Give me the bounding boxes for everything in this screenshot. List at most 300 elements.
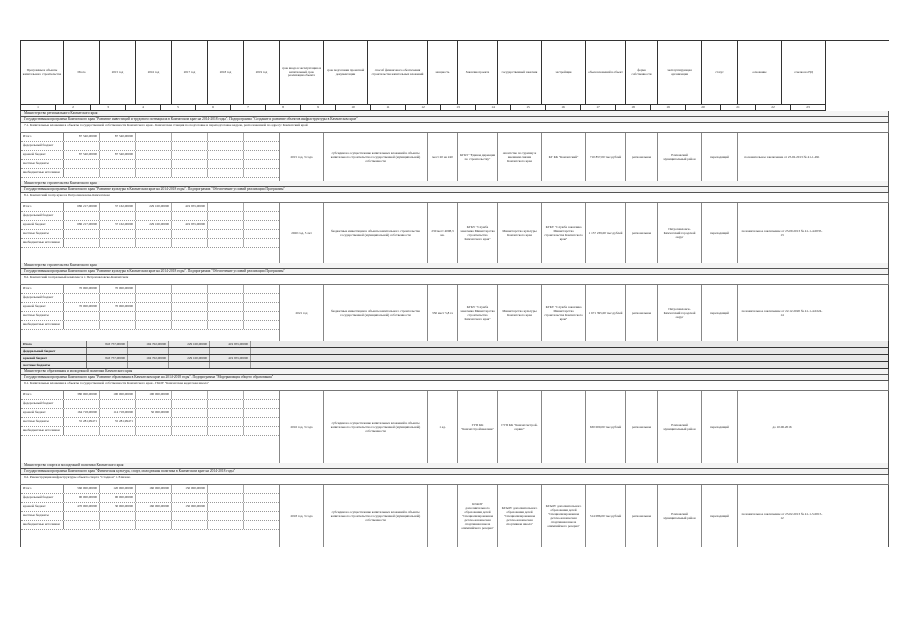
amount: 560 000,00000 [64, 485, 100, 493]
amount: 419 955,00000 [172, 203, 208, 211]
totals-amount [87, 362, 128, 368]
amount: 229 100,00000 [136, 221, 172, 229]
funding-source: местные бюджеты [21, 160, 64, 168]
object-status: переходящий [702, 285, 738, 341]
object-term: 2020 год, 5 лет [280, 203, 324, 263]
header-cell: Итого [64, 41, 100, 105]
totals-amount: 194 702,00000 [128, 355, 169, 361]
amount [208, 485, 244, 493]
amount [136, 285, 172, 293]
amount [172, 169, 208, 177]
funding-source: местные бюджеты [21, 512, 64, 520]
header-cell: 2015 год [100, 41, 136, 105]
object-customer: КГКУ "Служба заказчика Министерства строительства Камчатского края" [458, 203, 498, 263]
financing-row [21, 391, 279, 400]
totals-label: федеральный бюджет [21, 348, 87, 354]
totals-label: местные бюджеты [21, 362, 87, 368]
financing-row [21, 294, 279, 303]
object-cost: 1 157 239,00 тыс.рублей [586, 203, 626, 263]
totals-amount [169, 362, 210, 368]
amount: 90 000,00000 [100, 494, 136, 502]
funding-source: краевой бюджет [21, 503, 64, 511]
financing-row [21, 521, 279, 530]
program-title: Государственная программа Камчатского края "Развитие инвестиций и трудового потенциала в Камчатском крае на 2014-2018 годы". Подпрограмма "Создание и развитие объектов инфраструктуры в Камчатском крае" [20, 117, 889, 123]
amount [136, 133, 172, 141]
object-builder [542, 391, 586, 463]
funding-source: внебюджетные источники [21, 169, 64, 177]
amount [136, 312, 172, 320]
object-gov: Министерство культуры Камчатского края [498, 203, 542, 263]
amount [100, 512, 136, 520]
amount [208, 521, 244, 529]
object-cost: 1 671 395,00 тыс.рублей [586, 285, 626, 341]
column-number: 2 [56, 105, 91, 111]
column-number: 19 [651, 105, 686, 111]
header-cell: способ финансового обеспечения строительства капитальных вложений [368, 41, 428, 105]
amount [208, 427, 244, 435]
amount [64, 294, 100, 302]
register-table [20, 40, 889, 625]
column-number: 4 [126, 105, 161, 111]
object-method: бюджетные инвестиции в объекты капитального строительства государственной (муниципальной) собственности [324, 203, 428, 263]
totals-amount: 194 702,00000 [128, 341, 169, 347]
object-capacity: 350 мест 5,8 га [428, 285, 458, 341]
amount [172, 418, 208, 426]
totals-amount [210, 348, 251, 354]
amount: 120 000,00000 [100, 485, 136, 493]
header-cell: срок подготовки проектной документации [324, 41, 368, 105]
header-cell: объем вложений в объект [586, 41, 626, 105]
financing-row [21, 321, 279, 330]
amount [100, 169, 136, 177]
financing-row [21, 285, 279, 294]
amount [172, 142, 208, 150]
amount [64, 160, 100, 168]
amount [172, 391, 208, 399]
object-term: 2015 год, 3 года [280, 133, 324, 181]
funding-source: федеральный бюджет [21, 212, 64, 220]
column-number: 20 [686, 105, 721, 111]
amount [136, 151, 172, 159]
amount [100, 230, 136, 238]
amount [208, 221, 244, 229]
object-method: субсидии на осуществление капитальных вложений в объекты капитального строительства государственной (муниципальной) собственности [324, 391, 428, 463]
financing-row [21, 485, 279, 494]
amount: 87 540,00000 [100, 133, 136, 141]
funding-source: внебюджетные источники [21, 321, 64, 329]
program-title: Государственная программа Камчатского края "Физическая культура, спорт, молодежная политика в Камчатском крае на 2014-2018 годы" [20, 469, 889, 475]
amount [208, 303, 244, 311]
object-term: 2021 год [280, 285, 324, 341]
amount [136, 512, 172, 520]
amount [64, 230, 100, 238]
header-cell: застройщик [542, 41, 586, 105]
amount: 380 000,00000 [64, 391, 100, 399]
object-capacity: 230 мест 4008,3 кв. [428, 203, 458, 263]
object-term: 2016 год, 3 года [280, 391, 324, 463]
column-number: 6 [196, 105, 231, 111]
header-cell: форма собственности [626, 41, 658, 105]
financing-row [21, 427, 279, 436]
funding-source: федеральный бюджет [21, 294, 64, 302]
totals-amount [169, 348, 210, 354]
financing-row [21, 303, 279, 312]
amount: 50 000,00000 [136, 409, 172, 417]
amount: 150 000,00000 [172, 503, 208, 511]
object-customer: КГКУ "Единая дирекция по строительству" [458, 133, 498, 181]
amount [208, 212, 244, 220]
amount [172, 294, 208, 302]
section-title: Министерство регионального Камчатского края [20, 111, 889, 117]
financing-row [21, 409, 279, 418]
header-cell: Программы и объекты капитального строительства [21, 41, 64, 105]
column-number: 22 [756, 105, 791, 111]
amount [208, 321, 244, 329]
object-customer: КГКУ "Служба заказчика Министерства строительства Камчатского края" [458, 285, 498, 341]
amount [136, 169, 172, 177]
amount [64, 427, 100, 435]
funding-source: краевой бюджет [21, 151, 64, 159]
amount: 55 281,99471 [64, 418, 100, 426]
funding-source: федеральный бюджет [21, 494, 64, 502]
amount: 114 718,00000 [100, 409, 136, 417]
table-header [20, 40, 889, 105]
totals-label: краевой бюджет [21, 355, 87, 361]
amount [172, 239, 208, 247]
amount [172, 312, 208, 320]
funding-source: федеральный бюджет [21, 142, 64, 150]
amount [172, 303, 208, 311]
financing-row [21, 212, 279, 221]
object-form: региональная [626, 285, 658, 341]
amount [208, 391, 244, 399]
amount [64, 312, 100, 320]
column-number: 18 [616, 105, 651, 111]
financing-row [21, 151, 279, 160]
object-builder: КГКУ "Служба заказчика Министерства строительства Камчатского края" [542, 285, 586, 341]
amount [208, 400, 244, 408]
amount: 30 000,00000 [100, 503, 136, 511]
amount [136, 494, 172, 502]
object-block [20, 485, 889, 547]
section-title: Министерство спорта и молодежной политики Камчатского края [20, 463, 889, 469]
column-number: 14 [476, 105, 511, 111]
amount [172, 512, 208, 520]
amount [100, 239, 136, 247]
amount [208, 503, 244, 511]
financing-row [21, 400, 279, 409]
amount: 470 000,00000 [64, 503, 100, 511]
column-number: 23 [791, 105, 826, 111]
amount [172, 133, 208, 141]
funding-source: краевой бюджет [21, 221, 64, 229]
column-number: 5 [161, 105, 196, 111]
amount: 160 000,00000 [136, 485, 172, 493]
column-number: 11 [371, 105, 406, 111]
column-number: 17 [581, 105, 616, 111]
amount: 686 217,00000 [64, 221, 100, 229]
object-title: 9.2. Реконструкция инфраструктуры объекта спорта "Стадион" г. Елизово [20, 475, 889, 485]
financing-table [21, 285, 280, 341]
totals-row [20, 341, 889, 348]
object-block [20, 133, 889, 181]
object-form: региональная [626, 203, 658, 263]
funding-source: внебюджетные источники [21, 427, 64, 435]
amount [64, 212, 100, 220]
object-builder: КГАОУ дополнительного образования детей "Специализированная детско-юношеская спортивная школа олимпийского резерва" [542, 485, 586, 547]
amount: 87 540,00000 [64, 151, 100, 159]
object-capacity: мест 20 на 240 [428, 133, 458, 181]
amount: 190 000,00000 [136, 391, 172, 399]
header-cell: ссылка на НД [782, 41, 826, 105]
object-gov: Министерство культуры Камчатского края [498, 285, 542, 341]
amount [208, 294, 244, 302]
amount [172, 212, 208, 220]
amount [208, 418, 244, 426]
object-method: субсидии на осуществление капитальных вложений в объекты капитального строительства государственной (муниципальной) собственности [324, 485, 428, 547]
object-block [20, 391, 889, 463]
column-number: 1 [21, 105, 56, 111]
amount [64, 512, 100, 520]
amount [208, 494, 244, 502]
amount: 686 217,00000 [64, 203, 100, 211]
totals-amount: 229 100,00000 [169, 355, 210, 361]
amount [64, 521, 100, 529]
amount: 229 100,00000 [136, 203, 172, 211]
header-cell: мощность [428, 41, 458, 105]
totals-row [20, 348, 889, 355]
financing-table [21, 203, 280, 263]
financing-table [21, 391, 280, 463]
totals-amount [210, 362, 251, 368]
financing-table [21, 485, 280, 547]
object-customer: КГАОУ дополнительного образования детей "Специализированная детско-юношеская спортивная школа олимпийского резерва" [458, 485, 498, 547]
financing-row [21, 512, 279, 521]
amount [208, 312, 244, 320]
totals-amount [128, 362, 169, 368]
section-title: Министерство образования и молодежной политики Камчатского края [20, 369, 889, 375]
section-title: Министерство строительства Камчатского края [20, 263, 889, 269]
amount [208, 239, 244, 247]
amount [208, 169, 244, 177]
amount [208, 285, 244, 293]
column-number-row [20, 105, 889, 111]
amount [208, 230, 244, 238]
amount [136, 303, 172, 311]
amount: 190 000,00000 [100, 391, 136, 399]
amount: 160 000,00000 [136, 503, 172, 511]
financing-row [21, 418, 279, 427]
amount [208, 142, 244, 150]
amount [208, 203, 244, 211]
column-number: 12 [406, 105, 441, 111]
amount [100, 400, 136, 408]
amount [208, 133, 244, 141]
object-gov: ГУП КК "Камчатскстрой-сервис" [498, 391, 542, 463]
amount [172, 521, 208, 529]
amount [208, 512, 244, 520]
object-form: региональная [626, 391, 658, 463]
financing-row [21, 203, 279, 212]
financing-table [21, 133, 280, 181]
column-number: 10 [336, 105, 371, 111]
program-title: Государственная программа Камчатского края "Развитие культуры в Камчатском крае на 2014-2018 годы". Подпрограмма "Обеспечение условий реализации Программы" [20, 187, 889, 193]
header-cell: 2018 год [208, 41, 244, 105]
header-cell: эксплуатирующая организация [658, 41, 702, 105]
totals-row [20, 362, 889, 369]
amount [136, 294, 172, 302]
amount: 37 162,00000 [100, 221, 136, 229]
funding-source: Итого [21, 285, 64, 293]
object-basis: до 10.06.2016 [772, 425, 792, 429]
amount [172, 409, 208, 417]
object-status: переходящий [702, 203, 738, 263]
amount [172, 321, 208, 329]
amount: 55 281,99471 [100, 418, 136, 426]
amount: 164 718,00000 [64, 409, 100, 417]
financing-row [21, 494, 279, 503]
amount [136, 427, 172, 435]
totals-amount: 419 955,00000 [210, 341, 251, 347]
financing-row [21, 312, 279, 321]
totals-label: Итого [21, 341, 87, 347]
object-status: переходящий [702, 133, 738, 181]
header-cell: срок ввода в эксплуатацию и капитальный срок реализации объекта [280, 41, 324, 105]
funding-source: Итого [21, 133, 64, 141]
funding-source: Итого [21, 391, 64, 399]
funding-source: Итого [21, 203, 64, 211]
funding-source: внебюджетные источники [21, 521, 64, 529]
funding-source: Итого [21, 485, 64, 493]
amount [64, 400, 100, 408]
object-cost: 710 857,00 тыс.рублей [586, 133, 626, 181]
totals-amount: 843 757,00000 [87, 355, 128, 361]
amount [172, 427, 208, 435]
funding-source: внебюджетные источники [21, 239, 64, 247]
amount: 70 000,00000 [64, 303, 100, 311]
section-title: Министерство строительства Камчатского края [20, 181, 889, 187]
object-basis: положительное заключение от 25.02.2013 № 41-1-5-0015-12 [741, 512, 823, 520]
amount: 90 000,00000 [64, 494, 100, 502]
object-title: 8.1. Камчатский театр кукол в Петропавловске-Камчатском [20, 193, 889, 203]
funding-source: краевой бюджет [21, 303, 64, 311]
funding-source: местные бюджеты [21, 312, 64, 320]
amount [100, 142, 136, 150]
amount: 150 000,00000 [172, 485, 208, 493]
financing-row [21, 230, 279, 239]
object-form: региональная [626, 133, 658, 181]
object-cost: 514 086,00 тыс.рублей [586, 485, 626, 547]
header-cell: 2019 год [244, 41, 280, 105]
totals-amount: 419 955,00000 [210, 355, 251, 361]
object-basis: положительное заключение от 25.09.2013 № 41-1-4-0035-13 [741, 229, 823, 237]
amount [100, 294, 136, 302]
amount [136, 160, 172, 168]
totals-amount: 843 757,00000 [87, 341, 128, 347]
object-capacity [428, 485, 458, 547]
amount [64, 142, 100, 150]
header-cell: государственный заказчик [498, 41, 542, 105]
object-customer: ГУП КК "Камчатстройзаказчик" [458, 391, 498, 463]
amount [136, 239, 172, 247]
object-term: 2018 год, 3 года [280, 485, 324, 547]
financing-row [21, 142, 279, 151]
amount: 419 955,00000 [172, 221, 208, 229]
object-title: 9.1. Капитальные вложения в объекты государственной собственности Камчатского края - ГКОУ "Камчатская кадетская школа" [20, 381, 889, 391]
funding-source: местные бюджеты [21, 230, 64, 238]
financing-row [21, 160, 279, 169]
amount [136, 212, 172, 220]
amount [208, 409, 244, 417]
amount [136, 321, 172, 329]
object-status: переходящий [702, 485, 738, 547]
object-title: 8.2. Камчатский театральный комплекс в г. Петропавловске-Камчатском [20, 275, 889, 285]
column-number: 16 [546, 105, 581, 111]
amount [136, 521, 172, 529]
amount [64, 321, 100, 329]
object-operator: Елизовский муниципальный район [658, 485, 702, 547]
column-number: 8 [266, 105, 301, 111]
object-gov: Агентство по туризму и внешним связям Камчатского края [498, 133, 542, 181]
column-number: 13 [441, 105, 476, 111]
amount [208, 160, 244, 168]
amount [64, 169, 100, 177]
object-block [20, 285, 889, 341]
amount [100, 212, 136, 220]
object-capacity: 1 ед. [428, 391, 458, 463]
column-number: 3 [91, 105, 126, 111]
amount [100, 160, 136, 168]
funding-source: местные бюджеты [21, 418, 64, 426]
funding-source: краевой бюджет [21, 409, 64, 417]
object-operator: Петропавловск-Камчатский городской округ [658, 203, 702, 263]
object-method: бюджетные инвестиции в объекты капитального строительства государственной (муниципальной) собственности [324, 285, 428, 341]
totals-amount [87, 348, 128, 354]
object-basis: положительное заключение от 25.02.2013 № 41-1-491 [744, 155, 820, 159]
column-number: 15 [511, 105, 546, 111]
amount [64, 239, 100, 247]
header-cell: основание [738, 41, 782, 105]
amount [136, 400, 172, 408]
amount [172, 285, 208, 293]
object-form: региональная [626, 485, 658, 547]
object-status: переходящий [702, 391, 738, 463]
amount [172, 400, 208, 408]
object-operator: Елизовский муниципальный район [658, 391, 702, 463]
amount: 70 000,00000 [64, 285, 100, 293]
amount [136, 142, 172, 150]
amount: 87 540,00000 [100, 151, 136, 159]
object-operator: Петропавловск-Камчатский городской округ [658, 285, 702, 341]
column-number: 21 [721, 105, 756, 111]
header-cell: статус [702, 41, 738, 105]
amount [208, 151, 244, 159]
object-operator: Елизовский муниципальный район [658, 133, 702, 181]
header-cell: 2017 год [172, 41, 208, 105]
funding-source: федеральный бюджет [21, 400, 64, 408]
column-number: 9 [301, 105, 336, 111]
totals-amount [128, 348, 169, 354]
amount: 70 000,00000 [100, 303, 136, 311]
amount: 70 000,00000 [100, 285, 136, 293]
program-title: Государственная программа Камчатского края "Развитие культуры в Камчатском крае на 2014-2018 годы". Подпрограмма "Обеспечение условий реализации Программы" [20, 269, 889, 275]
header-cell: 2016 год [136, 41, 172, 105]
amount [136, 418, 172, 426]
amount [172, 230, 208, 238]
financing-row [21, 221, 279, 230]
financing-row [21, 239, 279, 248]
object-builder: КГ КК "Камчатский" [542, 133, 586, 181]
